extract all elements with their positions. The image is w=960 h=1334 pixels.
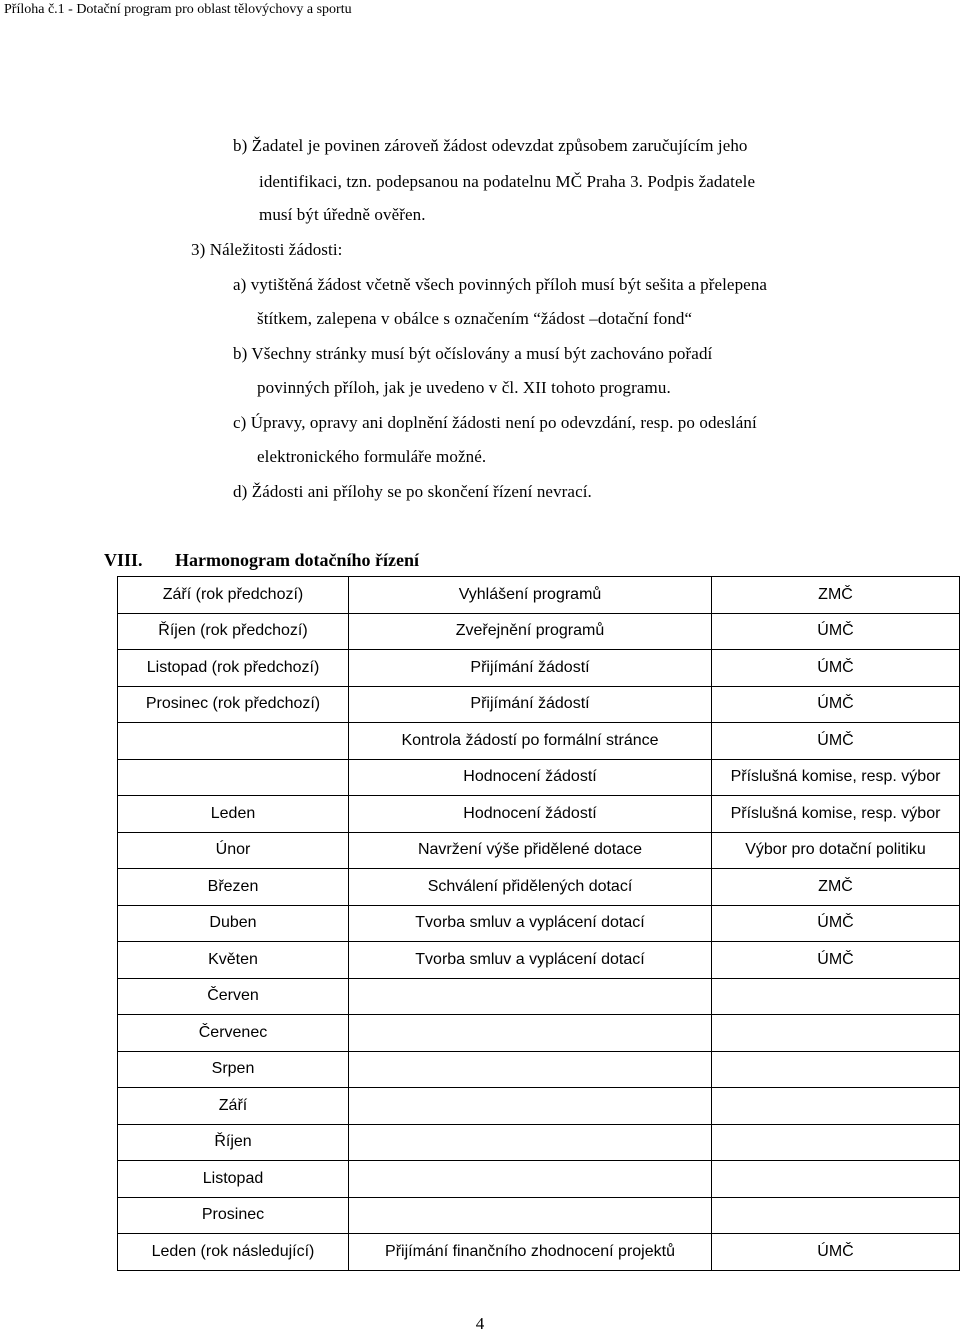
table-row <box>118 942 960 979</box>
cell-activity <box>349 1051 712 1088</box>
table-row <box>118 1051 960 1088</box>
cell-activity: Hodnocení žádostí <box>349 796 712 833</box>
cell-period: Prosinec (rok předchozí) <box>118 686 349 723</box>
running-header: Příloha č.1 - Dotační program pro oblast tělovýchovy a sportu <box>4 2 352 17</box>
text-line: a) vytištěná žádost včetně všech povinných příloh musí být sešita a přelepena <box>233 275 768 294</box>
table-row <box>118 577 960 614</box>
cell-responsible: Příslušná komise, resp. výbor <box>712 796 960 833</box>
table-row <box>118 796 960 833</box>
cell-period <box>118 723 349 760</box>
table-row <box>118 759 960 796</box>
text-line: c) Úpravy, opravy ani doplnění žádosti není po odevzdání, resp. po odeslání <box>233 413 757 432</box>
table-row <box>118 1161 960 1198</box>
cell-activity: Hodnocení žádostí <box>349 759 712 796</box>
cell-period: Září <box>118 1088 349 1125</box>
cell-period: Září (rok předchozí) <box>118 577 349 614</box>
cell-responsible <box>712 1088 960 1125</box>
table-row <box>118 1197 960 1234</box>
cell-responsible: ZMČ <box>712 869 960 906</box>
text-line: d) Žádosti ani přílohy se po skončení řízení nevrací. <box>233 482 592 501</box>
cell-activity <box>349 1124 712 1161</box>
text-line: povinných příloh, jak je uvedeno v čl. XII tohoto programu. <box>257 378 671 397</box>
table-row <box>118 832 960 869</box>
cell-period: Listopad <box>118 1161 349 1198</box>
text-line: musí být úředně ověřen. <box>259 205 426 224</box>
text-line: identifikaci, tzn. podepsanou na podatelnu MČ Praha 3. Podpis žadatele <box>259 172 756 191</box>
cell-period: Květen <box>118 942 349 979</box>
cell-period: Říjen <box>118 1124 349 1161</box>
cell-responsible <box>712 978 960 1015</box>
cell-activity: Vyhlášení programů <box>349 577 712 614</box>
cell-responsible <box>712 1161 960 1198</box>
cell-responsible: ZMČ <box>712 577 960 614</box>
text-line: elektronického formuláře možné. <box>257 447 487 466</box>
cell-activity <box>349 1088 712 1125</box>
cell-period: Březen <box>118 869 349 906</box>
cell-activity <box>349 1015 712 1052</box>
cell-responsible: ÚMČ <box>712 942 960 979</box>
cell-period: Leden (rok následující) <box>118 1234 349 1271</box>
cell-responsible: ÚMČ <box>712 650 960 687</box>
list-heading: 3) Náležitosti žádosti: <box>191 240 343 259</box>
cell-period: Leden <box>118 796 349 833</box>
cell-period: Prosinec <box>118 1197 349 1234</box>
table-row <box>118 650 960 687</box>
cell-activity: Tvorba smluv a vyplácení dotací <box>349 942 712 979</box>
cell-activity: Přijímání žádostí <box>349 650 712 687</box>
schedule-table <box>117 576 960 1271</box>
table-row <box>118 869 960 906</box>
section-title: Harmonogram dotačního řízení <box>175 550 419 570</box>
text-line: štítkem, zalepena v obálce s označením “žádost –dotační fond“ <box>257 309 693 328</box>
table-row <box>118 686 960 723</box>
cell-period: Srpen <box>118 1051 349 1088</box>
cell-responsible: ÚMČ <box>712 905 960 942</box>
cell-responsible: ÚMČ <box>712 613 960 650</box>
cell-responsible: ÚMČ <box>712 686 960 723</box>
cell-period: Duben <box>118 905 349 942</box>
table-row <box>118 905 960 942</box>
cell-period: Červenec <box>118 1015 349 1052</box>
table-row <box>118 1015 960 1052</box>
cell-period: Únor <box>118 832 349 869</box>
cell-responsible <box>712 1015 960 1052</box>
table-row <box>118 1088 960 1125</box>
cell-responsible <box>712 1197 960 1234</box>
cell-activity <box>349 1197 712 1234</box>
cell-activity: Přijímání finančního zhodnocení projektů <box>349 1234 712 1271</box>
cell-period: Červen <box>118 978 349 1015</box>
text-line: b) Všechny stránky musí být očíslovány a musí být zachováno pořadí <box>233 344 713 363</box>
cell-period: Říjen (rok předchozí) <box>118 613 349 650</box>
cell-responsible <box>712 1051 960 1088</box>
page-number: 4 <box>475 1314 485 1333</box>
table-row <box>118 978 960 1015</box>
cell-activity: Schválení přidělených dotací <box>349 869 712 906</box>
table-row <box>118 613 960 650</box>
cell-responsible: Příslušná komise, resp. výbor <box>712 759 960 796</box>
cell-responsible: ÚMČ <box>712 1234 960 1271</box>
cell-activity: Přijímání žádostí <box>349 686 712 723</box>
cell-activity <box>349 1161 712 1198</box>
cell-period <box>118 759 349 796</box>
cell-activity: Kontrola žádostí po formální stránce <box>349 723 712 760</box>
table-row <box>118 1234 960 1271</box>
cell-activity: Tvorba smluv a vyplácení dotací <box>349 905 712 942</box>
table-row <box>118 1124 960 1161</box>
cell-responsible: Výbor pro dotační politiku <box>712 832 960 869</box>
cell-activity: Navržení výše přidělené dotace <box>349 832 712 869</box>
text-line: b) Žadatel je povinen zároveň žádost odevzdat způsobem zaručujícím jeho <box>233 136 748 155</box>
table-row <box>118 723 960 760</box>
cell-activity: Zveřejnění programů <box>349 613 712 650</box>
section-number: VIII. <box>104 550 143 570</box>
cell-activity <box>349 978 712 1015</box>
cell-period: Listopad (rok předchozí) <box>118 650 349 687</box>
cell-responsible: ÚMČ <box>712 723 960 760</box>
cell-responsible <box>712 1124 960 1161</box>
